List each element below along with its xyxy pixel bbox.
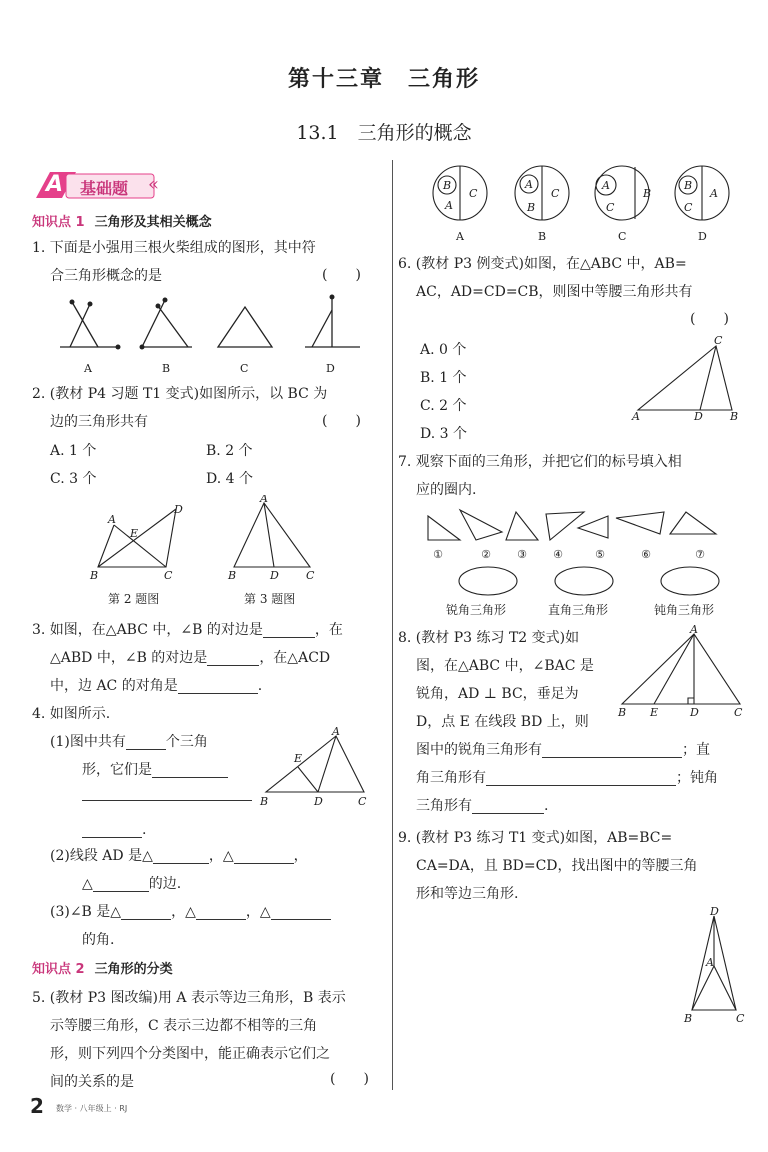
q9-line2: CA=DA，且 BD=CD，找出图中的等腰三角 bbox=[416, 858, 698, 874]
kp1-label: 知识点 1 bbox=[32, 215, 85, 230]
q1-label-b: B bbox=[162, 362, 171, 375]
q4-blank-list-2[interactable] bbox=[82, 800, 252, 801]
svg-text:C: C bbox=[469, 187, 478, 200]
q4-s3-text-b: ，△ bbox=[171, 904, 196, 920]
svg-text:B: B bbox=[527, 201, 536, 214]
q4-s2-text-a: (2)线段 AD 是△ bbox=[50, 848, 153, 864]
svg-text:C: C bbox=[736, 1012, 745, 1025]
knowledge-point-2 bbox=[32, 958, 173, 977]
q7-number-3: ③ bbox=[517, 548, 527, 561]
q8-blank-obtuse[interactable] bbox=[472, 797, 544, 814]
q6-option-a: A. 0 个 bbox=[420, 342, 467, 358]
q4-s1-text-b: 个三角 bbox=[165, 734, 208, 750]
q6-line1: 6. (教材 P3 例变式)如图，在△ABC 中，AB= bbox=[398, 256, 687, 272]
badge-label: 基础题 bbox=[80, 179, 129, 198]
svg-text:A: A bbox=[706, 956, 714, 969]
q4-s3-text-a: (3)∠B 是△ bbox=[50, 904, 122, 920]
q4-sub1-line2 bbox=[82, 756, 228, 784]
svg-text:B: B bbox=[643, 187, 652, 200]
q8-line6 bbox=[416, 764, 718, 792]
q3-part1: 3. 如图，在△ABC 中，∠B 的对边是 bbox=[32, 622, 263, 638]
svg-text:B: B bbox=[260, 795, 269, 808]
q7-number-4: ④ bbox=[553, 548, 563, 561]
q3-part3: △ABD 中，∠B 的对边是 bbox=[50, 650, 208, 666]
q2-line1: 2. (教材 P4 习题 T1 变式)如图所示，以 BC 为 bbox=[32, 386, 328, 402]
q7-category-right: 直角三角形 bbox=[548, 603, 609, 617]
q4-s3-text-c: ，△ bbox=[245, 904, 271, 920]
svg-text:C: C bbox=[714, 334, 723, 347]
q8-line1: 8. (教材 P3 练习 T2 变式)如 bbox=[398, 630, 580, 646]
q4-s2-text-b: ，△ bbox=[208, 848, 234, 864]
svg-text:B: B bbox=[443, 179, 452, 192]
q9-line1: 9. (教材 P3 练习 T1 变式)如图，AB=BC= bbox=[398, 830, 673, 846]
q4-blank-list-1[interactable] bbox=[152, 761, 228, 778]
badge-arrows-icon: « bbox=[148, 174, 160, 195]
q5-answer-paren: ( ) bbox=[330, 1071, 369, 1087]
q8-line2: 图，在△ABC 中，∠BAC 是 bbox=[416, 658, 594, 674]
q2-line2: 边的三角形共有 bbox=[50, 414, 148, 430]
svg-text:E: E bbox=[130, 527, 139, 540]
kp2-title: 三角形的分类 bbox=[94, 962, 173, 977]
ellipse-right[interactable] bbox=[555, 567, 613, 595]
q2-option-b: B. 2 个 bbox=[206, 443, 253, 459]
q8-figure bbox=[616, 624, 746, 720]
svg-text:A: A bbox=[602, 179, 610, 192]
q6-figure bbox=[628, 332, 750, 424]
question-3 bbox=[32, 616, 387, 700]
q5-label-a: A bbox=[456, 230, 464, 243]
q4-figure bbox=[256, 726, 376, 808]
q1-line1: 1. 下面是小强用三根火柴组成的图形，其中符 bbox=[32, 240, 316, 256]
svg-text:C: C bbox=[734, 706, 743, 719]
q4-title: 4. 如图所示. bbox=[32, 706, 111, 722]
q8-line4: D，点 E 在线段 BD 上，则 bbox=[416, 714, 589, 730]
ellipse-obtuse[interactable] bbox=[661, 567, 719, 595]
q4-s3-text-d: 的角. bbox=[82, 932, 115, 948]
page-number: 2 bbox=[30, 1094, 44, 1118]
q8-text-obtuse-a: ；钝角 bbox=[676, 770, 718, 786]
svg-text:A: A bbox=[332, 726, 340, 738]
q8-text-end: . bbox=[544, 798, 549, 814]
q5-label-d: D bbox=[698, 230, 707, 243]
q8-text-acute: 图中的锐角三角形有 bbox=[416, 742, 542, 758]
q5-label-c: C bbox=[618, 230, 627, 243]
q4-sub2-line1 bbox=[50, 842, 308, 870]
q4-s1-text-c: 形，它们是 bbox=[82, 762, 152, 778]
q8-blank-acute[interactable] bbox=[542, 741, 682, 758]
q3-part6: . bbox=[257, 678, 263, 694]
q5-line3: 形，则下列四个分类图中，能正确表示它们之 bbox=[50, 1046, 330, 1062]
q5-label-b: B bbox=[538, 230, 547, 243]
q4-blank-b-2[interactable] bbox=[196, 903, 246, 920]
q3-blank-1[interactable] bbox=[263, 621, 315, 638]
svg-text:D: D bbox=[710, 906, 719, 918]
q4-blank-ad-3[interactable] bbox=[93, 875, 149, 892]
footer-text: 数学 · 八年级上 · RJ bbox=[56, 1104, 128, 1113]
kp2-label: 知识点 2 bbox=[32, 962, 85, 977]
q3-part5: 中，边 AC 的对角是 bbox=[50, 678, 178, 694]
badge-letter: A bbox=[46, 172, 64, 197]
q7-number-1: ① bbox=[433, 548, 443, 561]
q7-line1: 7. 观察下面的三角形，并把它们的标号填入相 bbox=[398, 454, 682, 470]
q3-part4: ，在△ACD bbox=[259, 650, 331, 666]
q4-blank-ad-2[interactable] bbox=[234, 847, 294, 864]
q3-part2: ，在 bbox=[314, 622, 343, 638]
svg-text:C: C bbox=[306, 569, 315, 582]
question-7 bbox=[398, 448, 748, 504]
q8-text-obtuse-b: 三角形有 bbox=[416, 798, 472, 814]
q7-number-5: ⑤ bbox=[595, 548, 605, 561]
svg-text:C: C bbox=[551, 187, 560, 200]
q8-line3: 锐角，AD ⊥ BC，垂足为 bbox=[416, 686, 579, 702]
svg-text:A: A bbox=[690, 624, 698, 636]
svg-text:B: B bbox=[90, 569, 99, 582]
q3-blank-3[interactable] bbox=[178, 677, 258, 694]
q5-line4: 间的关系的是 bbox=[50, 1074, 134, 1090]
svg-text:A: A bbox=[710, 187, 718, 200]
svg-text:C: C bbox=[358, 795, 367, 808]
q5-venn-figures bbox=[425, 163, 735, 245]
q7-number-2: ② bbox=[481, 548, 491, 561]
q4-blank-b-1[interactable] bbox=[121, 903, 171, 920]
chapter-title: 第十三章 三角形 bbox=[287, 67, 480, 92]
svg-text:B: B bbox=[730, 410, 739, 423]
q4-sub3-line1 bbox=[50, 898, 331, 926]
level-badge bbox=[34, 170, 169, 206]
q4-blank-b-3[interactable] bbox=[271, 903, 331, 920]
q8-text-right-a: ；直 bbox=[682, 742, 710, 758]
q8-text-right-b: 角三角形有 bbox=[416, 770, 486, 786]
q1-label-c: C bbox=[240, 362, 249, 375]
q2-option-c: C. 3 个 bbox=[50, 471, 97, 487]
svg-text:D: D bbox=[690, 706, 699, 719]
q4-s2-text-c: ， bbox=[293, 848, 308, 864]
q1-figures bbox=[50, 292, 370, 382]
q7-line2: 应的圈内. bbox=[416, 482, 477, 498]
svg-text:A: A bbox=[525, 178, 533, 191]
q7-triangles bbox=[420, 504, 740, 564]
q7-number-6: ⑥ bbox=[641, 548, 651, 561]
q6-option-b: B. 1 个 bbox=[420, 370, 467, 386]
knowledge-point-1 bbox=[32, 211, 212, 230]
svg-text:B: B bbox=[228, 569, 237, 582]
q4-sub2-line2 bbox=[82, 870, 181, 898]
q6-option-c: C. 2 个 bbox=[420, 398, 467, 414]
question-6 bbox=[398, 250, 748, 306]
q8-line5 bbox=[416, 736, 710, 764]
q4-s2-text-d: △ bbox=[82, 876, 93, 892]
q9-line3: 形和等边三角形. bbox=[416, 886, 519, 902]
q8-blank-right[interactable] bbox=[486, 769, 676, 786]
svg-text:A: A bbox=[108, 513, 116, 526]
q4-blank-ad-1[interactable] bbox=[153, 847, 209, 864]
q8-line7 bbox=[416, 792, 548, 820]
svg-text:A: A bbox=[632, 410, 640, 423]
q4-blank-count[interactable] bbox=[126, 733, 166, 750]
q2-answer-paren: ( ) bbox=[322, 413, 361, 429]
q4-sub1-line1 bbox=[50, 728, 208, 756]
q3-blank-2[interactable] bbox=[207, 649, 259, 666]
svg-text:E: E bbox=[294, 752, 303, 765]
svg-text:B: B bbox=[618, 706, 627, 719]
q1-line2: 合三角形概念的是 bbox=[50, 268, 162, 284]
kp1-title: 三角形及其相关概念 bbox=[94, 215, 212, 230]
q5-line1: 5. (教材 P3 图改编)用 A 表示等边三角形，B 表示 bbox=[32, 990, 346, 1006]
svg-text:D: D bbox=[314, 795, 323, 808]
q2-option-a: A. 1 个 bbox=[50, 443, 97, 459]
q1-label-a: A bbox=[84, 362, 92, 375]
q1-label-d: D bbox=[326, 362, 335, 375]
ellipse-acute[interactable] bbox=[459, 567, 517, 595]
q2-option-d: D. 4 个 bbox=[206, 471, 253, 487]
svg-text:D: D bbox=[174, 503, 183, 516]
q4-blank-list-3[interactable] bbox=[82, 821, 142, 838]
q5-line2: 示等腰三角形，C 表示三边都不相等的三角 bbox=[50, 1018, 318, 1034]
fig3-caption: 第 3 题图 bbox=[244, 592, 296, 606]
question-9 bbox=[398, 824, 748, 908]
svg-text:C: C bbox=[684, 201, 693, 214]
q7-category-obtuse: 钝角三角形 bbox=[654, 603, 715, 617]
fig2-caption: 第 2 题图 bbox=[108, 592, 160, 606]
q4-s1-text-a: (1)图中共有 bbox=[50, 734, 126, 750]
svg-text:C: C bbox=[164, 569, 173, 582]
q1-answer-paren: ( ) bbox=[322, 267, 361, 283]
q7-number-7: ⑦ bbox=[695, 548, 705, 561]
column-divider bbox=[392, 160, 393, 1090]
svg-text:A: A bbox=[445, 199, 453, 212]
q7-answer-ellipses bbox=[456, 564, 746, 600]
q4-sub1-line4: . bbox=[82, 816, 146, 844]
q6-option-d: D. 3 个 bbox=[420, 426, 467, 442]
question-8 bbox=[398, 624, 628, 736]
svg-text:C: C bbox=[606, 201, 615, 214]
svg-text:E: E bbox=[650, 706, 659, 719]
svg-text:D: D bbox=[694, 410, 703, 423]
q9-figure bbox=[676, 906, 750, 1026]
q4-s2-text-e: 的边. bbox=[148, 876, 182, 892]
q6-line2: AC，AD=CD=CB，则图中等腰三角形共有 bbox=[416, 284, 693, 300]
q2-q3-figures bbox=[86, 495, 326, 585]
svg-text:B: B bbox=[684, 179, 693, 192]
section-title: 13.1 三角形的概念 bbox=[296, 122, 472, 144]
svg-text:A: A bbox=[260, 495, 268, 505]
q7-category-acute: 锐角三角形 bbox=[446, 603, 507, 617]
svg-text:D: D bbox=[270, 569, 279, 582]
q6-answer-paren: ( ) bbox=[690, 311, 729, 327]
svg-text:B: B bbox=[684, 1012, 693, 1025]
